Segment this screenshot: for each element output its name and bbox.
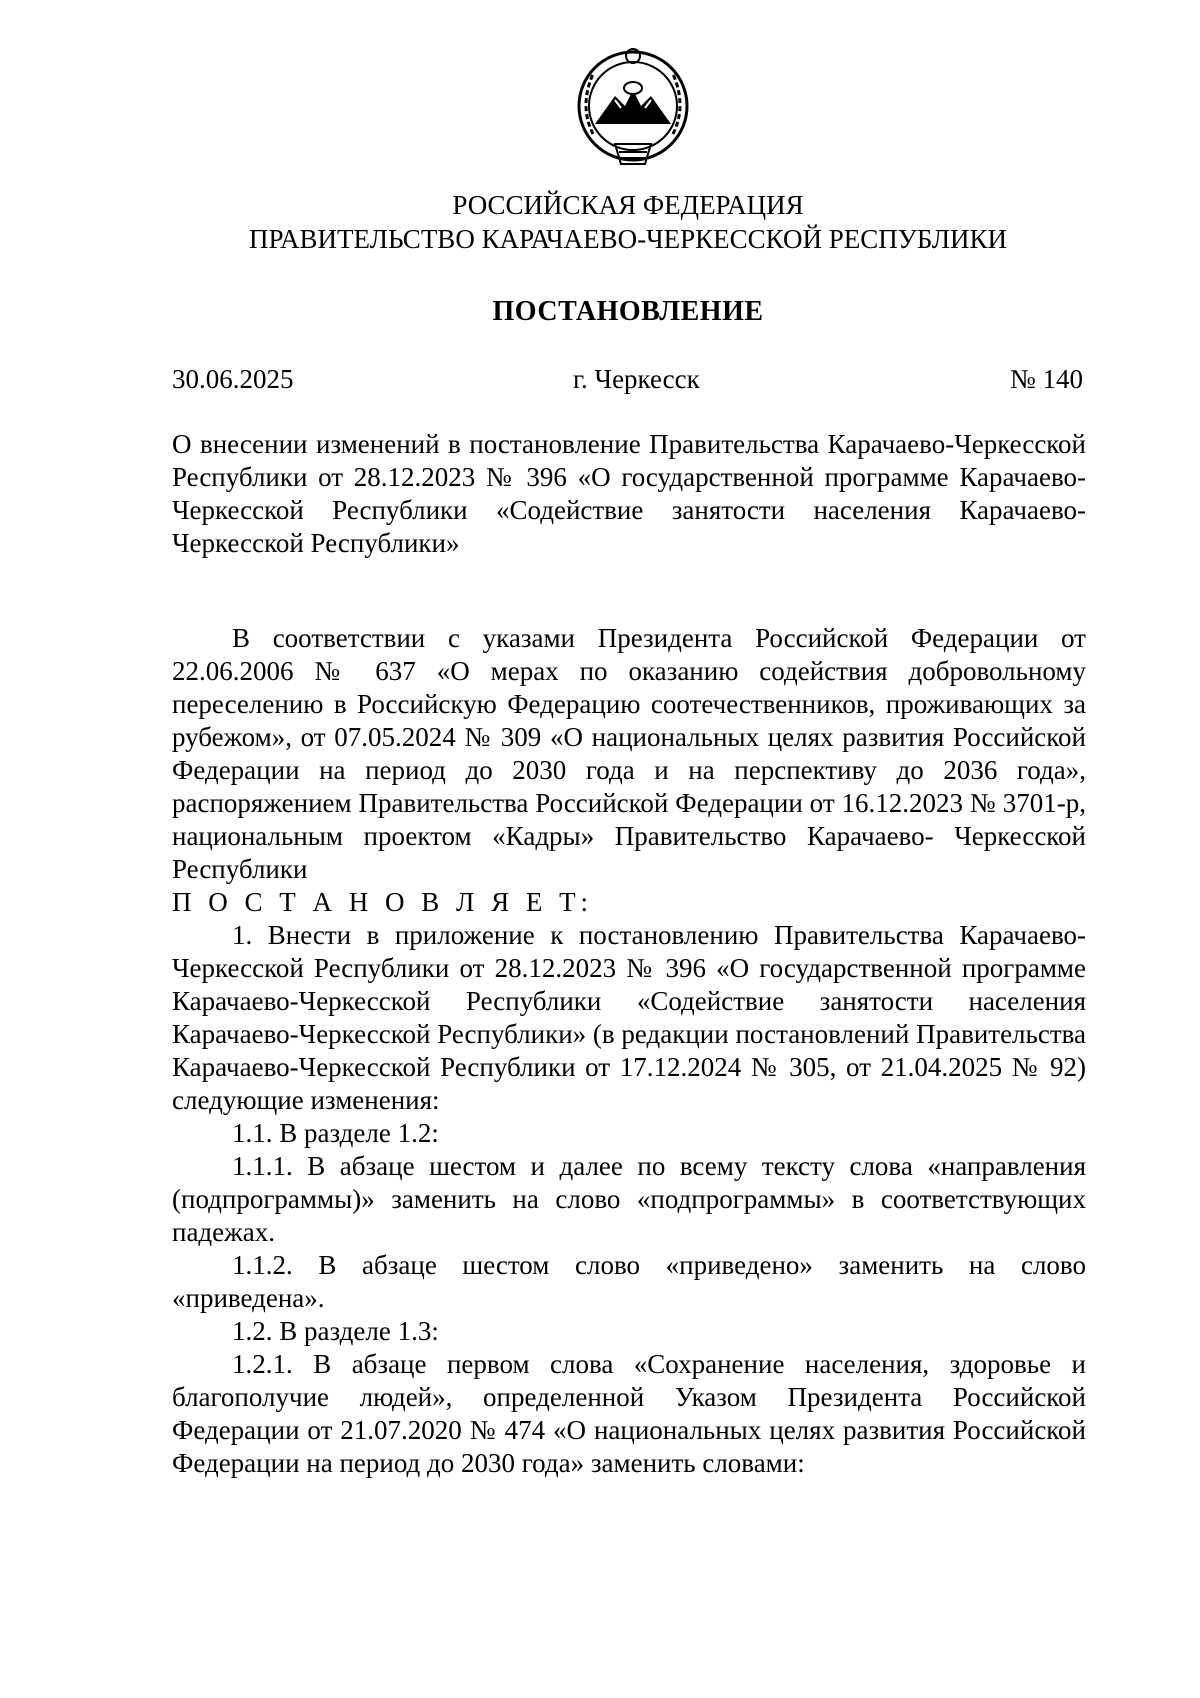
- paragraph-1-2: 1.2. В разделе 1.3:: [232, 1316, 439, 1346]
- decree-word: П О С Т А Н О В Л Я Е Т:: [172, 887, 594, 917]
- paragraph-1-1-2: 1.1.2. В абзаце шестом слово «приведено» заменить на слово «приведена».: [172, 1250, 1086, 1313]
- paragraph-1-1: 1.1. В разделе 1.2:: [232, 1118, 439, 1148]
- document-city: г. Черкесск: [573, 364, 700, 394]
- coat-of-arms-emblem: [571, 44, 695, 174]
- header-government: ПРАВИТЕЛЬСТВО КАРАЧАЕВО-ЧЕРКЕССКОЙ РЕСПУБЛИКИ: [248, 224, 1008, 254]
- paragraph-1: 1. Внести в приложение к постановлению Правительства Карачаево-Черкесской Республики от 28.12.2023 № 396 «О государственной программе Карачаево-Черкесской Республики «Содействие занятости населения Карачаево-Черкесской Республики» (в редакции постановлений Правительства Карачаево-Черкесской Республики от 17.12.2024 № 305, от 21.04.2025 № 92) следующие изменения:: [172, 920, 1086, 1115]
- subject-text: О внесении изменений в постановление Правительства Карачаево-Черкесской Республики от 28.12.2023 № 396 «О государственной программе Карачаево-Черкесской Республики «Содействие занятости населения Карачаево-Черкесской Республики»: [172, 429, 1086, 558]
- paragraph-1-2-1: 1.2.1. В абзаце первом слова «Сохранение населения, здоровье и благополучие людей», определенной Указом Президента Российской Федерации от 21.07.2020 № 474 «О национальных целях развития Российской Федерации на период до 2030 года» заменить словами:: [172, 1349, 1086, 1478]
- document-number: № 140: [1010, 364, 1084, 394]
- document-date: 30.06.2025: [172, 364, 294, 394]
- paragraph-1-1-1: 1.1.1. В абзаце шестом и далее по всему тексту слова «направления (подпрограммы)» заменить на слово «подпрограммы» в соответствующих падежах.: [172, 1151, 1086, 1247]
- document-subject: [172, 428, 1086, 560]
- preamble-paragraph: В соответствии с указами Президента Российской Федерации от 22.06.2006 № 637 «О мерах по оказанию содействия добровольному переселению в Российскую Федерацию соотечественников, проживающих за рубежом», от 07.05.2024 № 309 «О национальных целях развития Российской Федерации на период до 2030 года и на перспективу до 2036 года», распоряжением Правительства Российской Федерации от 16.12.2023 № 3701-р, национальным проектом «Кадры» Правительство Карачаево- Черкесской Республики: [172, 623, 1086, 884]
- document-body: [172, 622, 1086, 1480]
- header-country: РОССИЙСКАЯ ФЕДЕРАЦИЯ: [452, 190, 804, 220]
- document-title: ПОСТАНОВЛЕНИЕ: [492, 296, 764, 327]
